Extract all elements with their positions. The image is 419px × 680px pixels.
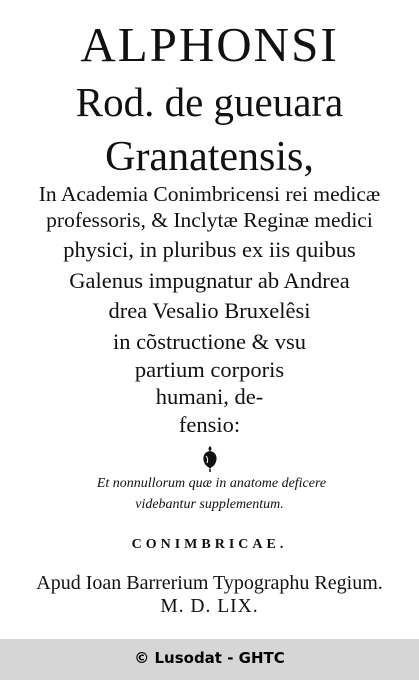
body-line: humani, de- <box>155 384 264 409</box>
author-surname: Rod. de gueuara <box>75 79 344 125</box>
body-line: professoris, & Inclytæ Reginæ medici <box>46 208 373 232</box>
body-line: partium corporis <box>134 357 285 382</box>
body-line: Galenus impugnatur ab Andrea <box>69 268 350 293</box>
body-line: fensio: <box>178 412 241 437</box>
date-line: M. D. LIX. <box>160 596 259 617</box>
note-line: videbantur supplementum. <box>135 497 284 512</box>
body-line: physici, in pluribus ex iis quibus <box>63 237 356 262</box>
author-name: ALPHONSI <box>80 17 339 72</box>
author-origin: Granatensis, <box>105 134 314 180</box>
body-line: drea Vesalio Bruxelêsi <box>108 298 311 323</box>
place-of-printing: CONIMBRICAE. <box>131 537 288 552</box>
body-line: In Academia Conimbricensi rei medicæ <box>38 182 381 206</box>
copyright-credit: © Lusodat - GHTC <box>134 649 285 667</box>
printer-line: Apud Ioan Barrerium Typographu Regium. <box>36 572 383 594</box>
body-line: in cõstructione & vsu <box>112 329 307 354</box>
fleuron-icon <box>200 445 220 473</box>
note-line: Et nonnullorum quæ in anatome deficere <box>96 476 327 491</box>
